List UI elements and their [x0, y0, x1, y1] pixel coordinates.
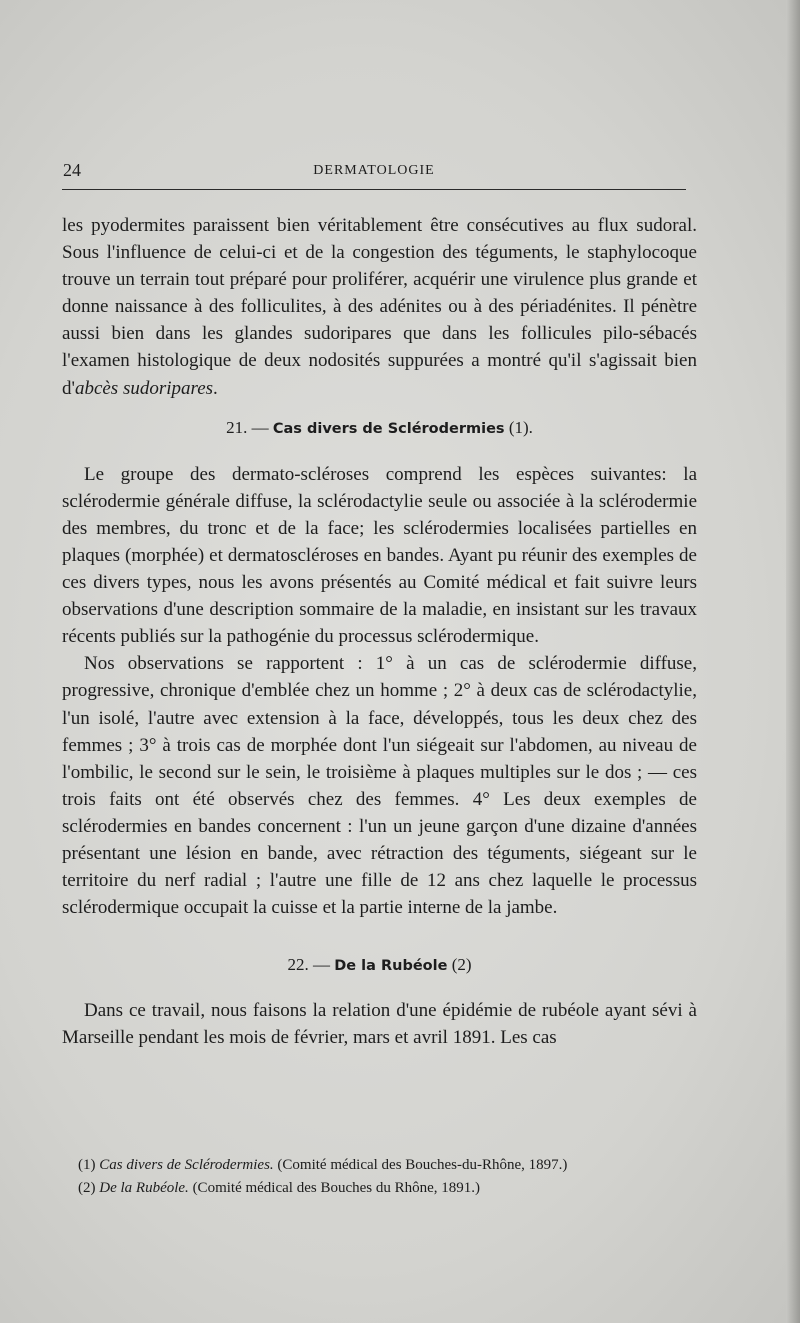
page-edge-shadow [786, 0, 800, 1323]
footnote-ref: (1). [504, 417, 533, 437]
footnote-title: De la Rubéole. [99, 1180, 189, 1196]
italic-term: abcès sudoripares [74, 377, 214, 399]
section-heading-22 [62, 955, 697, 975]
footnote-source: (Comité médical des Bouches du Rhône, 1891.) [188, 1180, 481, 1196]
section-heading-21 [62, 418, 697, 438]
section-number: 22. — [287, 955, 335, 975]
footnote-ref: (2) [447, 955, 472, 975]
paragraph-rubeole: Dans ce travail, nous faisons la relation d'une épidémie de rubéole ayant sévi à Marseille pendant les mois de février, mars et avril 1891. Les cas [62, 1000, 697, 1049]
page-number: 24 [63, 160, 81, 180]
footnote-mark: (1) [78, 1157, 100, 1173]
header-rule [62, 189, 686, 190]
main-text [62, 212, 697, 1051]
section-title: De la Rubéole [334, 958, 448, 975]
section-number: 21. — [226, 417, 273, 437]
paragraph-text: les pyodermites paraissent bien véritablement être consécutives au flux sudoral. Sous l'influence de celui-ci et de la congestion des téguments, le staphylocoque trouve un terrain tout préparé pour proliférer, acquérir une virulence plus grande et donne naissance à des folliculites, à des adénites ou à des périadénites. Il pénètre aussi bien dans les glandes sudoripares que dans les follicules pilo-sébacés l'examen histologique de deux nodosités suppurées a montré qu'il s'agissait bien [62, 215, 697, 372]
paragraph-dermato-scleroses: Le groupe des dermato-scléroses comprend les espèces suivantes: la sclérodermie générale diffuse, la sclérodactylie seule ou associée à la sclérodermie des membres, du tronc et de la face; les sclérodermies localisées partielles en plaques (morphée) et dermatoscléroses en bandes. Ayant pu réunir des exemples de ces divers types, nous les avons présentés au Comité médical et fait suivre leurs observations d'une description sommaire de la maladie, en insistant sur les travaux récents publiés sur la pathogénie du processus sclérodermique. [62, 463, 697, 648]
paragraph-observations: Nos observations se rapportent : 1° à un cas de sclérodermie diffuse, progressive, chronique d'emblée chez un homme ; 2° à deux cas de sclérodactylie, l'un isolé, l'autre avec extension à la face, développés, tous les deux chez des femmes ; 3° à trois cas de morphée dont l'un siégeait sur l'abdomen, au niveau de l'ombilic, le second sur le sein, le troisième à plaques multiples sur le dos ; — ces trois faits ont été observés chez des femmes. 4° Les deux exemples de sclérodermies en bandes concernent : l'un un jeune garçon d'une dizaine d'années présentant une lésion en bande, avec rétraction des téguments, siégeant sur le territoire du nerf radial ; l'autre une fille de 12 ans chez laquelle le processus sclérodermique occupait la cuisse et la partie interne de la jambe. [62, 653, 697, 919]
footnote-2 [78, 1177, 718, 1200]
footnote-mark: (2) [78, 1180, 100, 1196]
section-title: Cas divers de Sclérodermies [272, 420, 505, 437]
running-title: DERMATOLOGIE [313, 163, 435, 178]
paragraph-pyodermites [62, 212, 697, 402]
footnote-source: (Comité médical des Bouches-du-Rhône, 1897.) [273, 1157, 568, 1173]
paragraph-end: . [213, 377, 218, 399]
footnotes [78, 1154, 718, 1200]
footnote-title: Cas divers de Sclérodermies. [99, 1157, 274, 1173]
page-header [63, 160, 685, 186]
paragraph-prefix: d' [62, 377, 75, 399]
footnote-1 [78, 1154, 718, 1177]
